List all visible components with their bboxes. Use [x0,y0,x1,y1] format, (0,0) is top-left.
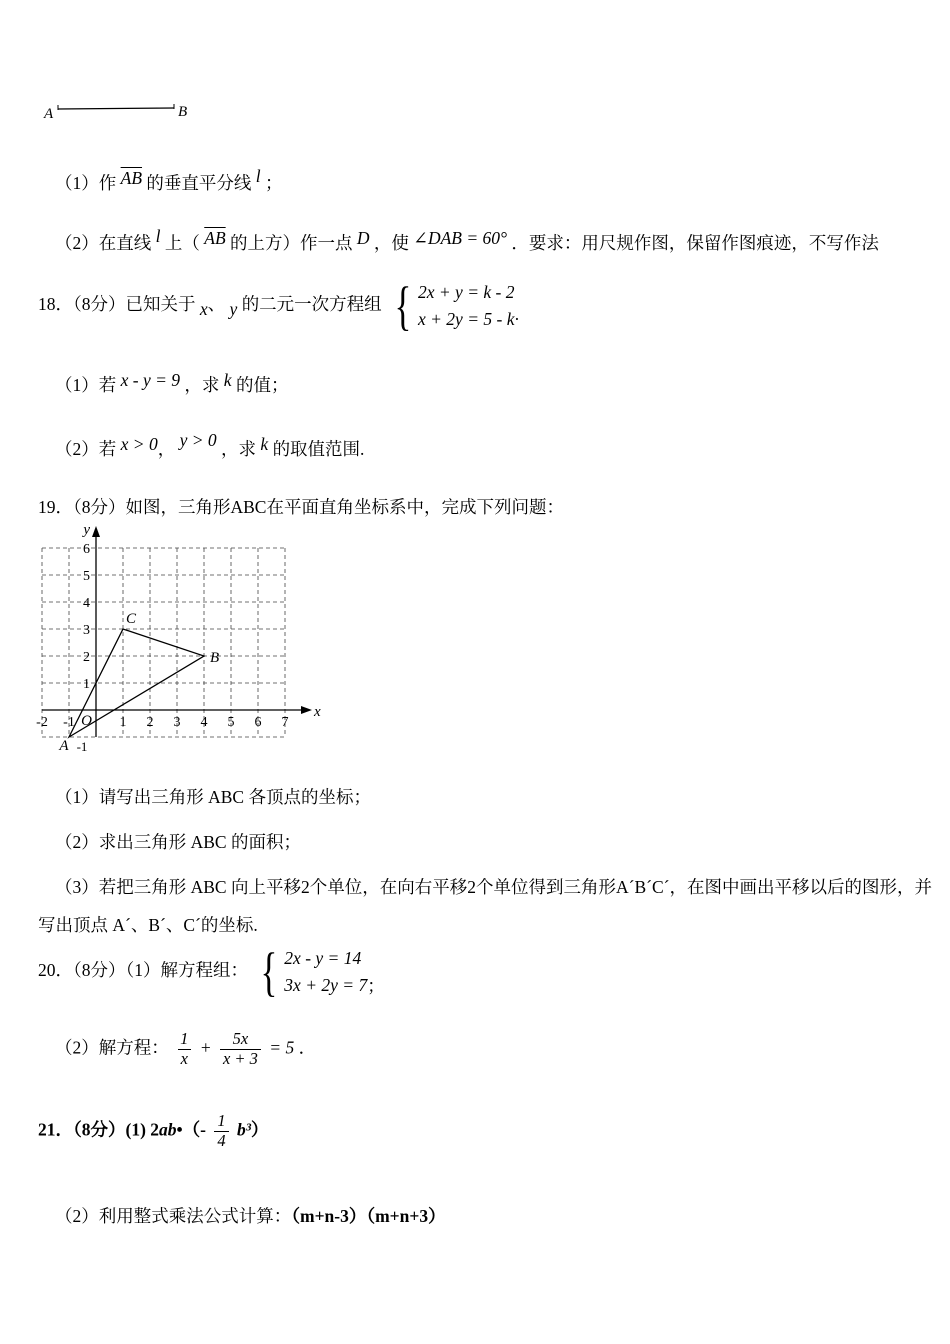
q20-equation-2: 3x + 2y = 7 [284,974,368,995]
y-tick-4: 4 [83,596,90,611]
segment-ab-figure [42,96,212,126]
fraction-denominator: x [178,1049,191,1069]
q18-equation-1: 2x + y = k - 2 [417,282,515,302]
math-var-x: x [199,299,208,320]
fraction-1-over-x [177,1030,191,1069]
q20-semicolon: ； [367,976,385,997]
q17-p1-middle: 的垂直平分线 [146,173,252,193]
q19-p3-text1: （3）若把三角形 ABC 向上平移2个单位，在向右平移2个单位得到三角形A´B´C´，在图中画出平移以后的图形，并 [55,877,932,897]
segment-ab-line [58,108,174,109]
y-axis-arrow [92,526,100,537]
q17-p2-mid2: 的上方）作一点 [230,233,353,253]
x-tick-4: 4 [200,715,208,730]
math-segment-ab: $\overline{AB}$ [120,168,143,188]
fraction-1-over-4 [214,1112,228,1151]
math-line-l: l [255,166,261,186]
q17-p1-end: ； [265,173,283,193]
q18-part1 [55,370,288,397]
x-axis-label: x [314,704,321,720]
math-b-cubed: b³ [237,1119,251,1140]
q18-p2-mid: ，求 [221,439,257,459]
q20-head-text: 20．（8分）（1）解方程组： [38,960,248,981]
y-tick-2: 2 [83,650,90,665]
vertex-label-a: A [59,738,69,754]
coordinate-grid-figure [20,520,350,760]
q18-header [38,275,519,336]
q21-close-paren: ） [251,1119,269,1140]
fraction-denominator: 4 [214,1131,228,1151]
system-brace: { [260,941,278,1002]
q17-p2-end: ．要求：用尺规作图，保留作图痕迹，不写作法 [511,233,879,253]
q20-p2-prefix: （2）解方程： [55,1037,169,1058]
equals-5: = 5 [269,1037,295,1058]
x-tick-6: 6 [254,715,262,730]
q18-equations [418,281,519,331]
math-ab: ab [159,1119,177,1140]
x-tick-7: 7 [281,715,289,730]
math-mn-expression: （m+n-3）（m+n+3） [291,1206,446,1226]
q18-p2-prefix: （2）若 [55,439,117,459]
q19-part3-line1 [55,874,932,899]
q18-equation-2: x + 2y = 5 - k· [417,308,519,329]
q17-part2 [55,226,879,255]
x-tick-1: 1 [119,715,127,730]
y-tick-6: 6 [83,542,90,557]
q21-header [38,1112,269,1151]
math-line-l: l [155,226,161,246]
segment-label-a: A [44,106,54,122]
math-point-d: D [356,228,370,248]
x-tick-neg1: -1 [63,715,75,730]
x-tick-5: 5 [227,715,235,730]
segment-label-b: B [178,104,188,120]
q19-p2-text: （2）求出三角形 ABC 的面积； [55,832,301,852]
x-tick-3: 3 [173,715,181,730]
q20-equation-system [256,941,368,1002]
math-var-k: k [223,370,232,390]
q20-part2 [55,1030,316,1069]
q20-p2-end: ． [298,1037,317,1058]
origin-label: O [81,713,92,729]
math-angle-dab: ∠DAB = 60° [413,228,508,248]
q17-p2-mid1: 上（ [164,233,200,253]
q19-part2 [55,829,301,854]
fraction-5x-over-x-plus-3 [220,1030,261,1069]
q18-equation-system [390,275,519,336]
q19-p3-text2: 写出顶点 A´、B´、C´的坐标. [38,915,258,935]
system-brace: { [394,275,412,336]
y-axis-label: y [83,522,90,538]
math-y-gt-0: y > 0 [179,430,217,450]
q17-part1 [55,166,283,195]
q19-head-text: 19．（8分）如图，三角形ABC在平面直角坐标系中，完成下列问题： [38,497,564,517]
x-tick-2: 2 [146,715,154,730]
q18-head-text2: 的二元一次方程组 [241,294,382,315]
x-axis-arrow [301,706,312,714]
fraction-numerator: 5x [232,1029,249,1048]
q18-part2 [55,430,364,461]
plus-sign: + [199,1037,212,1058]
fraction-denominator: x + 3 [220,1049,261,1069]
math-x-minus-y: x - y = 9 [120,370,181,390]
q21-p2-prefix: （2）利用整式乘法公式计算： [55,1206,292,1226]
q21-head-text1: 21．（8分）(1) 2 [38,1119,160,1140]
q19-part3-line2 [38,912,258,937]
q20-equations [284,947,367,997]
q19-p1-text: （1）请写出三角形 ABC 各顶点的坐标； [55,787,371,807]
q18-p1-prefix: （1）若 [55,375,117,395]
q21-head-text2: •（- [176,1119,206,1140]
y-tick-3: 3 [83,623,90,638]
fraction-numerator: 1 [180,1029,189,1048]
math-x-gt-0: x > 0 [120,434,158,454]
math-var-y: y [229,299,238,320]
q18-p2-end: 的取值范围. [272,439,365,459]
math-var-k: k [260,434,269,454]
q18-p1-end: 的值； [235,375,289,395]
q18-dun-comma: 、 [207,294,226,315]
y-tick-1: 1 [83,677,90,692]
y-tick-neg1: -1 [76,739,88,754]
q18-p2-comma: ， [157,439,176,459]
axes [42,531,306,737]
q20-header [38,941,385,1002]
q18-head-text1: 18．（8分）已知关于 [38,294,196,315]
vertex-label-c: C [126,611,137,627]
q18-p1-mid: ，求 [184,375,220,395]
fraction-numerator: 1 [217,1111,226,1130]
vertex-label-b: B [210,650,220,666]
q19-header [38,494,564,519]
q17-p1-prefix: （1）作 [55,173,117,193]
q17-p2-prefix: （2）在直线 [55,233,152,253]
q17-p2-mid3: ，使 [373,233,409,253]
q20-equation-1: 2x - y = 14 [284,948,362,968]
q19-part1 [55,784,371,809]
x-tick-neg2: -2 [36,715,48,730]
q21-part2 [55,1203,446,1228]
math-segment-ab: $\overline{AB}$ [204,228,226,248]
y-tick-5: 5 [83,569,90,584]
